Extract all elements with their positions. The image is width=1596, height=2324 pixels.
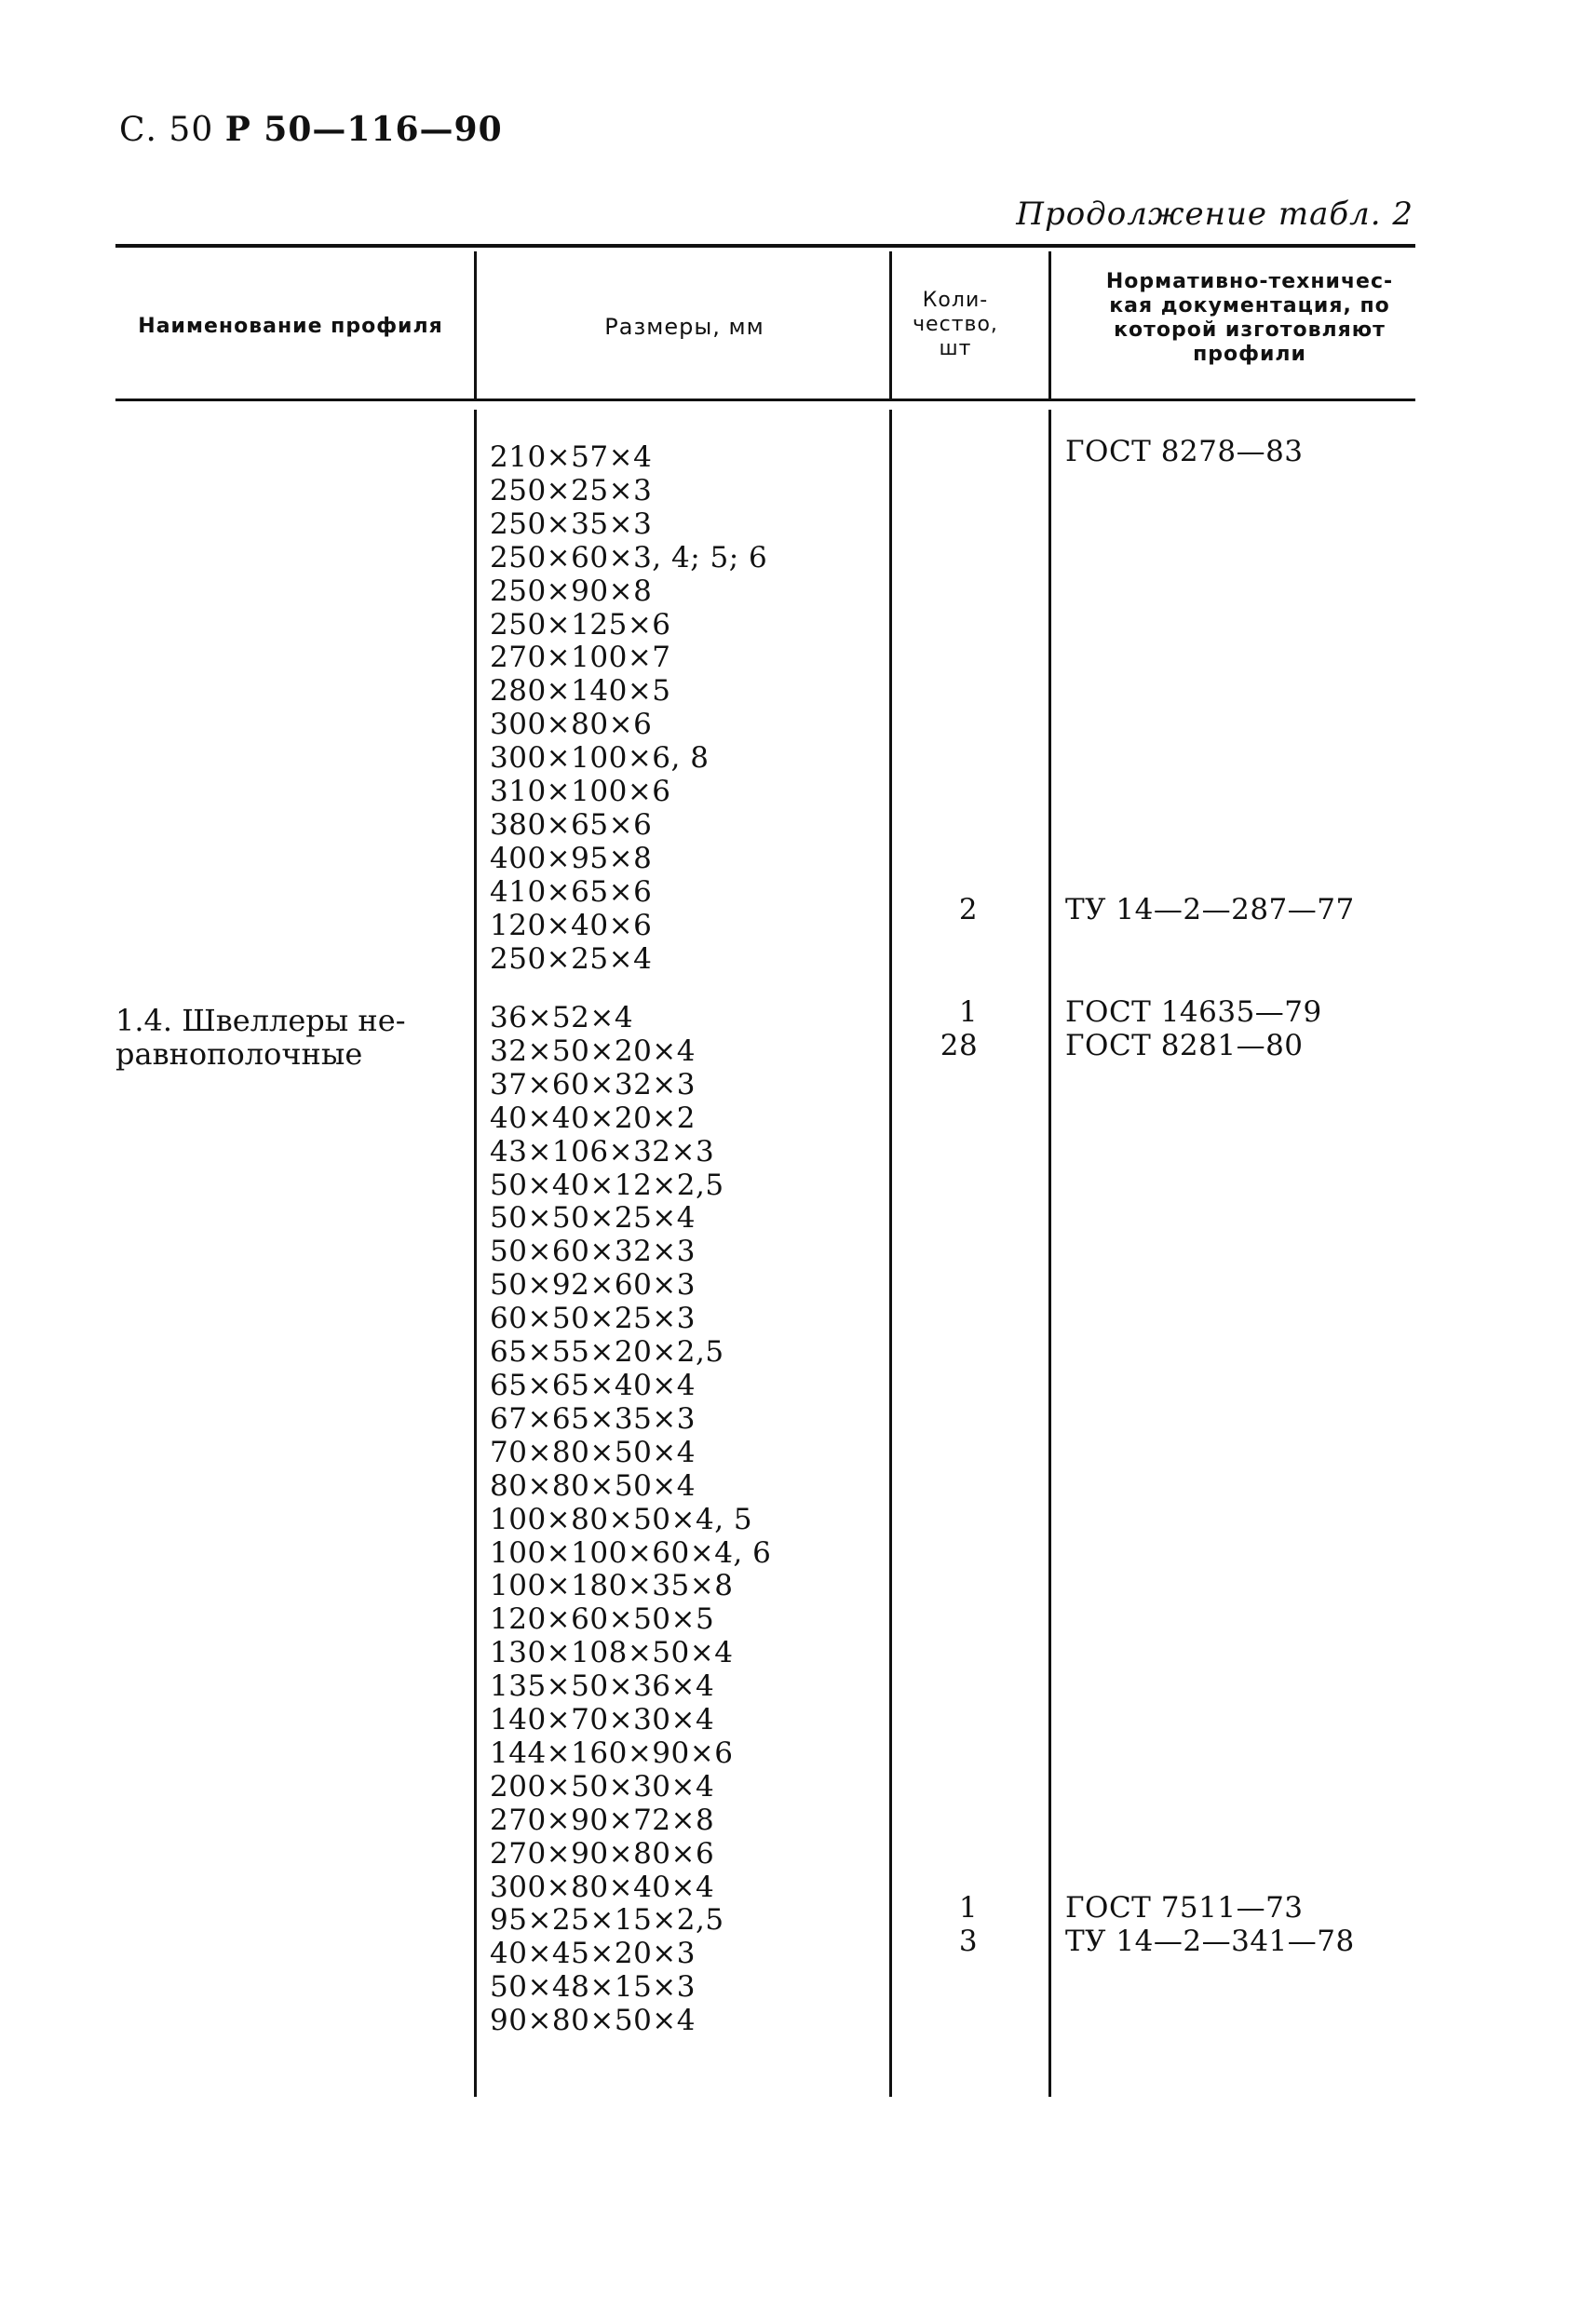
normative-document: ГОСТ 8281—80 [1065, 1029, 1304, 1062]
header-quantity: Коли- чество, шт [913, 289, 998, 360]
normative-document: ГОСТ 14635—79 [1065, 995, 1322, 1029]
quantity-value: 1 [958, 995, 979, 1029]
dimensions-list-2: 36×52×4 32×50×20×4 37×60×32×3 40×40×20×2 43×106×32×3 50×40×12×2,5 50×50×25×4 50×60×32×3 50×92×60×3 60×50×25×3 65×55×20×2,5 65×65×40×4 67×65×35×3 70×80×50×4 80×80×50×4 100×80×50×4, 5 100×100×60×4, 6 100×180×35×8 120×60×50×5 130×108×50×4 135×50×36×4 140×70×30×4 144×160×90×6 200×50×30×4 270×90×72×8 270×90×80×6 300×80×40×4 95×25×15×2,5 40×45×20×3 50×48×15×3 90×80×50×4 [490, 1001, 772, 2038]
quantity-value: 2 [958, 893, 979, 926]
table-header-rule [115, 399, 1415, 401]
header-dimensions: Размеры, мм [604, 314, 764, 340]
column-divider-2 [889, 251, 892, 399]
header-normative-document: Нормативно-техничес- кая документация, по которой изготовляют профили [1105, 270, 1394, 366]
normative-document: ГОСТ 7511—73 [1065, 1891, 1304, 1925]
column-divider-2-body [889, 410, 892, 2097]
normative-document: ТУ 14—2—341—78 [1065, 1925, 1355, 1958]
page-header [119, 110, 503, 149]
normative-document: ГОСТ 8278—83 [1065, 435, 1304, 468]
quantity-value: 28 [940, 1029, 979, 1062]
table-top-rule [115, 244, 1415, 248]
column-divider-1-body [474, 410, 477, 2097]
profile-name-channels: 1.4. Швеллеры не- равнополочные [115, 1003, 406, 1072]
table-continuation-label: Продолжение табл. 2 [1016, 196, 1413, 233]
quantity-value: 3 [958, 1925, 979, 1958]
normative-document: ТУ 14—2—287—77 [1065, 893, 1355, 926]
quantity-value: 1 [958, 1891, 979, 1925]
column-divider-1 [474, 251, 477, 399]
column-divider-3 [1048, 251, 1051, 399]
column-divider-3-body [1048, 410, 1051, 2097]
dimensions-list-1: 210×57×4 250×25×3 250×35×3 250×60×3, 4; 5; 6 250×90×8 250×125×6 270×100×7 280×140×5 300×80×6 300×100×6, 8 310×100×6 380×65×6 400×95×8 410×65×6 120×40×6 250×25×4 [490, 440, 768, 976]
page-number: С. 50 [119, 111, 214, 149]
header-profile-name: Наименование профиля [138, 315, 443, 338]
standard-designation: Р 50—116—90 [224, 110, 503, 149]
